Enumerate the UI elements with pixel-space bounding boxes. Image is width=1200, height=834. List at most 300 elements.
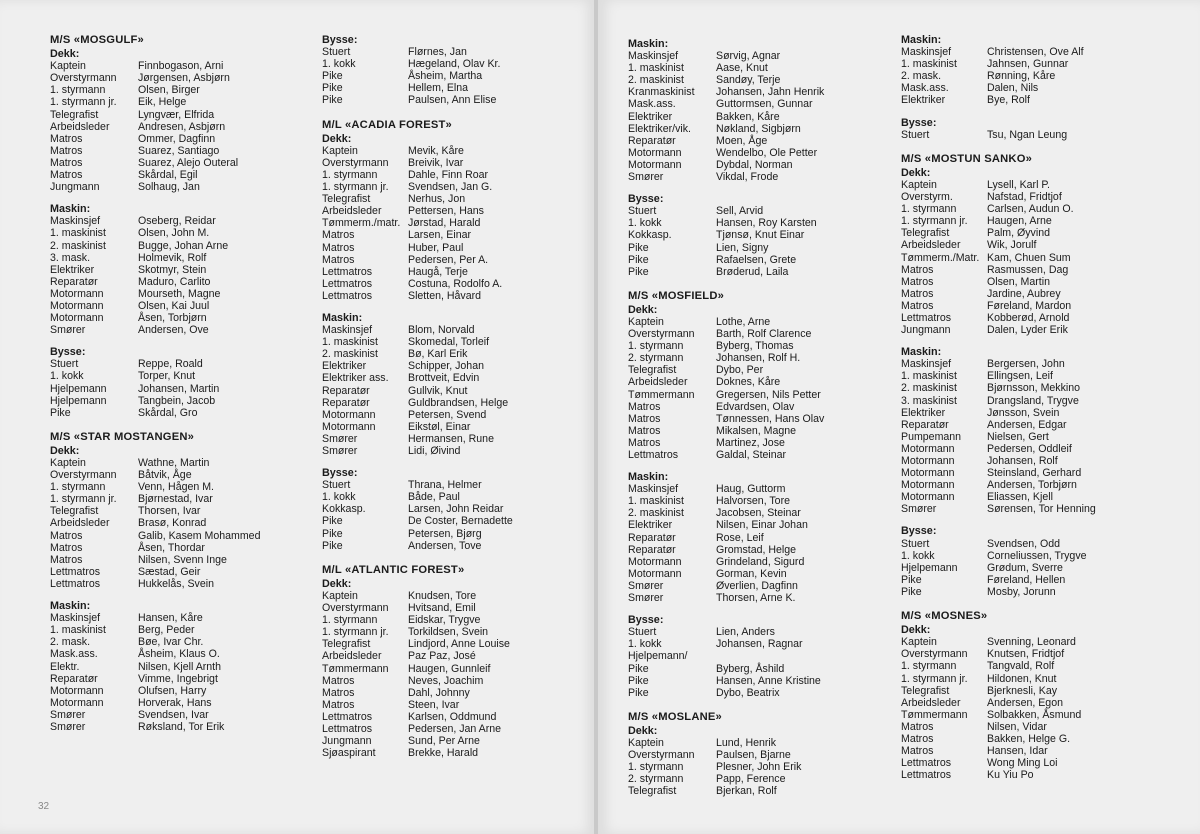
crew-name: Skomedal, Torleif	[408, 336, 490, 349]
crew-row	[50, 72, 290, 84]
department-group	[50, 203, 290, 336]
crew-name: Lindjord, Anne Louise	[408, 638, 510, 651]
crew-role: Matros	[628, 436, 661, 449]
crew-row	[628, 364, 883, 376]
crew-name: Oseberg, Reidar	[138, 215, 216, 228]
crew-row	[50, 457, 290, 469]
crew-name: Svenning, Leonard	[987, 636, 1076, 649]
crew-row	[322, 169, 572, 181]
crew-name: Kam, Chuen Sum	[987, 251, 1071, 264]
column-2	[322, 34, 572, 771]
crew-role: Reparatør	[628, 134, 676, 147]
crew-role: 2. maskinist	[50, 239, 106, 252]
crew-name: Føreland, Hellen	[987, 573, 1066, 586]
crew-role: Lettmatros	[50, 577, 101, 590]
crew-row	[901, 82, 1181, 94]
crew-row	[322, 747, 572, 759]
crew-name: Bakken, Helge G.	[987, 732, 1071, 745]
crew-row	[901, 745, 1181, 757]
crew-row	[628, 159, 883, 171]
column-4	[901, 34, 1181, 793]
crew-role: 1. kokk	[50, 370, 84, 383]
crew-row	[50, 554, 290, 566]
crew-row	[628, 437, 883, 449]
crew-role: Kaptein	[901, 636, 937, 649]
ship-name: M/L «ATLANTIC FOREST»	[322, 563, 465, 576]
department-heading: Bysse:	[50, 346, 86, 359]
crew-row	[628, 568, 883, 580]
department-group	[628, 725, 883, 798]
crew-row	[322, 217, 572, 229]
crew-name: Blom, Norvald	[408, 324, 475, 337]
crew-name: Mosby, Jorunn	[987, 585, 1056, 598]
crew-row	[50, 264, 290, 276]
crew-row	[50, 145, 290, 157]
crew-name: Edvardsen, Olav	[716, 400, 795, 413]
crew-row	[901, 312, 1181, 324]
crew-row	[50, 240, 290, 252]
crew-name: Brøderud, Laila	[716, 265, 789, 278]
department-group	[322, 34, 572, 107]
crew-row	[322, 491, 572, 503]
crew-role: Telegrafist	[901, 227, 950, 240]
crew-role: Pike	[322, 94, 343, 107]
crew-role: Motormann	[322, 408, 376, 421]
crew-name: Haugå, Terje	[408, 265, 468, 278]
crew-row	[322, 181, 572, 193]
crew-role: Motormann	[322, 420, 376, 433]
crew-row	[322, 336, 572, 348]
crew-row	[628, 147, 883, 159]
crew-role: Matros	[901, 275, 934, 288]
crew-name: Olsen, Kai Juul	[138, 299, 210, 312]
department-group	[901, 346, 1181, 515]
crew-name: Grødum, Sverre	[987, 561, 1063, 574]
crew-role: Kaptein	[628, 315, 664, 328]
crew-name: Plesner, John Erik	[716, 761, 802, 774]
crew-name: Tangvald, Rolf	[987, 660, 1055, 673]
crew-name: Mourseth, Magne	[138, 287, 221, 300]
crew-row	[628, 495, 883, 507]
crew-role: Pike	[50, 406, 71, 419]
crew-row	[628, 650, 883, 662]
crew-row	[628, 111, 883, 123]
department-group	[50, 48, 290, 193]
crew-name: Svendsen, Odd	[987, 537, 1061, 550]
crew-role: Mask.ass.	[628, 98, 676, 111]
department-heading: Dekk:	[628, 724, 658, 737]
crew-role: 2. styrmann	[628, 352, 684, 365]
crew-role: Telegrafist	[50, 108, 99, 121]
crew-name: Steen, Ivar	[408, 698, 460, 711]
crew-name: Horverak, Hans	[138, 696, 212, 709]
crew-name: Nilsen, Svenn Inge	[138, 553, 227, 566]
crew-role: 1. maskinist	[901, 58, 957, 71]
crew-role: Pumpemann	[901, 430, 962, 443]
crew-role: Maskinsjef	[901, 358, 952, 371]
crew-role: Pike	[628, 241, 649, 254]
crew-row	[628, 242, 883, 254]
crew-row	[901, 685, 1181, 697]
crew-role: Lettmatros	[322, 277, 373, 290]
crew-name: Lysell, Karl P.	[987, 178, 1051, 191]
crew-role: 1. kokk	[322, 58, 356, 71]
crew-role: Motormann	[50, 287, 104, 300]
crew-role: 2. maskinist	[901, 382, 957, 395]
crew-row	[628, 761, 883, 773]
crew-name: Eik, Helge	[138, 96, 187, 109]
crew-row	[901, 586, 1181, 598]
crew-row	[628, 217, 883, 229]
crew-role: Stuert	[628, 626, 657, 639]
crew-row	[322, 58, 572, 70]
crew-row	[901, 324, 1181, 336]
crew-role: Smører	[50, 708, 86, 721]
crew-name: Reppe, Roald	[138, 358, 203, 371]
crew-name: Andresen, Asbjørn	[138, 120, 226, 133]
crew-row	[628, 687, 883, 699]
crew-role: Arbeidsleder	[628, 376, 688, 389]
crew-row	[628, 532, 883, 544]
department-heading: Maskin:	[322, 311, 363, 324]
crew-name: Byberg, Åshild	[716, 662, 785, 675]
crew-role: Maskinsjef	[628, 483, 679, 496]
crew-name: Jønsson, Svein	[987, 406, 1060, 419]
crew-role: Motormann	[50, 299, 104, 312]
crew-name: Petersen, Bjørg	[408, 527, 482, 540]
crew-role: Lettmatros	[322, 289, 373, 302]
crew-name: Byberg, Thomas	[716, 340, 794, 353]
crew-row	[901, 491, 1181, 503]
crew-role: 1. styrmann	[50, 84, 106, 97]
crew-role: Sjøaspirant	[322, 747, 376, 760]
crew-name: Eidskar, Trygve	[408, 614, 481, 627]
crew-role: Maskinsjef	[50, 612, 101, 625]
crew-row	[50, 636, 290, 648]
crew-role: Smører	[628, 171, 664, 184]
crew-row	[901, 129, 1181, 141]
crew-role: 1. styrmann jr.	[322, 626, 389, 639]
crew-role: Overstyrmann	[50, 469, 117, 482]
crew-name: Dahle, Finn Roar	[408, 168, 489, 181]
crew-role: Elektriker ass.	[322, 372, 389, 385]
crew-name: Lothe, Arne	[716, 315, 771, 328]
crew-role: Stuert	[901, 128, 930, 141]
crew-name: Røksland, Tor Erik	[138, 720, 225, 733]
crew-role: Motormann	[901, 455, 955, 467]
crew-name: Corneliussen, Trygve	[987, 549, 1087, 562]
crew-row	[901, 443, 1181, 455]
ship-section	[628, 711, 883, 798]
department-heading: Maskin:	[628, 38, 669, 50]
crew-role: Pike	[628, 265, 649, 278]
department-heading: Maskin:	[50, 203, 91, 216]
crew-name: Halvorsen, Tore	[716, 495, 790, 508]
page-number-left: 32	[38, 801, 50, 812]
crew-name: Gullvik, Knut	[408, 384, 468, 397]
crew-row	[628, 483, 883, 495]
crew-role: Smører	[628, 579, 664, 592]
crew-row	[50, 661, 290, 673]
crew-role: Kranmaskinist	[628, 86, 695, 99]
ship-section	[322, 34, 572, 107]
crew-role: Maskinsjef	[50, 215, 101, 228]
crew-row	[50, 215, 290, 227]
crew-role: 1. kokk	[628, 638, 662, 651]
crew-row	[322, 433, 572, 445]
crew-role: 1. styrmann jr.	[50, 493, 117, 506]
crew-role: Matros	[50, 132, 83, 145]
crew-row	[50, 181, 290, 193]
crew-row	[628, 352, 883, 364]
crew-row	[628, 773, 883, 785]
crew-name: Bjerknesli, Kay	[987, 684, 1058, 697]
department-group	[628, 38, 883, 183]
crew-row	[901, 503, 1181, 515]
crew-row	[628, 580, 883, 592]
crew-row	[50, 612, 290, 624]
crew-name: Sæstad, Geir	[138, 565, 201, 578]
crew-row	[322, 711, 572, 723]
crew-role: Hjelpemann	[901, 561, 958, 574]
crew-name: Sørvig, Agnar	[716, 50, 781, 63]
crew-role: Tømmermann	[901, 708, 968, 721]
crew-role: 1. styrmann	[322, 168, 378, 181]
crew-name: De Coster, Bernadette	[408, 515, 513, 528]
department-group	[901, 117, 1181, 141]
crew-name: Johansen, Ragnar	[716, 638, 803, 651]
crew-row	[901, 179, 1181, 191]
crew-row	[628, 254, 883, 266]
crew-role: 1. maskinist	[901, 370, 957, 383]
crew-name: Jardine, Aubrey	[987, 287, 1061, 300]
crew-name: Åsheim, Martha	[408, 70, 483, 83]
department-group	[901, 167, 1181, 336]
crew-row	[901, 574, 1181, 586]
crew-role: Stuert	[322, 479, 351, 492]
crew-row	[628, 135, 883, 147]
crew-role: Stuert	[901, 537, 930, 550]
crew-name: Andersen, Edgar	[987, 418, 1067, 431]
crew-name: Lyngvær, Elfrida	[138, 108, 215, 121]
department-group	[628, 304, 883, 461]
crew-row	[901, 697, 1181, 709]
crew-role: Elektriker	[322, 360, 367, 373]
crew-role: Smører	[322, 445, 358, 457]
crew-row	[50, 624, 290, 636]
department-group	[322, 133, 572, 302]
crew-role: Motormann	[901, 442, 955, 455]
crew-name: Brekke, Harald	[408, 747, 479, 760]
crew-row	[322, 360, 572, 372]
crew-role: Motormann	[628, 555, 682, 568]
crew-role: Arbeidsleder	[50, 517, 110, 530]
crew-role: 1. styrmann	[50, 481, 106, 494]
crew-name: Rose, Leif	[716, 531, 764, 544]
crew-row	[628, 785, 883, 797]
crew-name: Svendsen, Ivar	[138, 708, 209, 721]
crew-role: Overstyrmann	[50, 72, 117, 85]
crew-row	[901, 358, 1181, 370]
crew-role: Motormann	[628, 146, 682, 159]
department-group	[322, 578, 572, 759]
crew-row	[901, 407, 1181, 419]
crew-row	[628, 340, 883, 352]
crew-row	[322, 528, 572, 540]
ship-name: M/S «MOSGULF»	[50, 34, 144, 46]
crew-row	[322, 590, 572, 602]
crew-name: Steinsland, Gerhard	[987, 467, 1082, 480]
crew-row	[901, 300, 1181, 312]
crew-name: Nielsen, Gert	[987, 430, 1049, 443]
crew-role: Pike	[322, 82, 343, 95]
crew-role: Lettmatros	[628, 449, 679, 461]
crew-row	[322, 735, 572, 747]
crew-name: Sandøy, Terje	[716, 74, 781, 87]
crew-role: Lettmatros	[322, 265, 373, 278]
crew-name: Tjønsø, Knut Einar	[716, 229, 805, 242]
crew-role: Matros	[322, 241, 355, 254]
crew-name: Olsen, John M.	[138, 227, 210, 240]
crew-role: Elektriker	[901, 406, 946, 419]
crew-row	[901, 264, 1181, 276]
crew-role: 1. maskinist	[628, 495, 684, 508]
crew-name: Moen, Åge	[716, 134, 768, 147]
crew-row	[322, 675, 572, 687]
crew-role: Pike	[322, 70, 343, 83]
crew-role: 1. styrmann	[901, 660, 957, 673]
column-1	[50, 34, 290, 745]
crew-row	[50, 227, 290, 239]
crew-role: Motormann	[901, 479, 955, 492]
crew-row	[628, 449, 883, 461]
crew-role: Arbeidsleder	[50, 120, 110, 133]
crew-name: Galdal, Steinar	[716, 449, 787, 461]
crew-row	[628, 507, 883, 519]
crew-name: Torper, Knut	[138, 370, 196, 383]
crew-role: Mask.ass.	[50, 648, 98, 661]
crew-role: Maskinsjef	[628, 50, 679, 63]
crew-name: Olsen, Martin	[987, 275, 1050, 288]
crew-role: Smører	[50, 324, 86, 337]
crew-name: Torkildsen, Svein	[408, 626, 489, 639]
crew-role: Motormann	[901, 467, 955, 480]
crew-role: Overstyrmann	[628, 328, 695, 341]
crew-name: Skotmyr, Stein	[138, 263, 207, 276]
crew-name: Paulsen, Ann Elise	[408, 94, 497, 107]
crew-name: Paz Paz, José	[408, 650, 476, 663]
crew-role: Kokkasp.	[628, 229, 672, 242]
crew-role: Arbeidsleder	[901, 696, 961, 709]
crew-role: 2. maskinist	[628, 507, 684, 520]
crew-row	[322, 266, 572, 278]
crew-row	[322, 687, 572, 699]
crew-name: Hansen, Idar	[987, 745, 1048, 758]
crew-role: Matros	[628, 424, 661, 437]
crew-name: Andersen, Egon	[987, 696, 1063, 709]
crew-row	[901, 215, 1181, 227]
crew-name: Nilsen, Kjell Arnth	[138, 660, 222, 673]
crew-row	[901, 419, 1181, 431]
crew-name: Guttormsen, Gunnar	[716, 98, 813, 111]
crew-row	[50, 121, 290, 133]
crew-role: Telegrafist	[322, 638, 371, 651]
crew-name: Sund, Per Arne	[408, 735, 480, 748]
crew-row	[322, 348, 572, 360]
crew-name: Eliassen, Kjell	[987, 491, 1053, 504]
department-heading: Dekk:	[322, 577, 352, 590]
crew-name: Dalen, Nils	[987, 82, 1039, 95]
crew-name: Andersen, Torbjørn	[987, 479, 1077, 492]
crew-role: Pike	[628, 253, 649, 266]
crew-role: Motormann	[50, 696, 104, 709]
crew-name: Hermansen, Rune	[408, 432, 494, 445]
crew-name: Pedersen, Jan Arne	[408, 722, 502, 735]
crew-role: Reparatør	[628, 531, 676, 544]
crew-name: Martinez, Jose	[716, 436, 785, 449]
crew-role: 1. maskinist	[628, 62, 684, 75]
crew-name: Thrana, Helmer	[408, 479, 482, 492]
crew-row	[322, 157, 572, 169]
crew-role: Pike	[628, 674, 649, 687]
crew-row	[322, 46, 572, 58]
crew-row	[901, 46, 1181, 58]
ship-section	[901, 153, 1181, 598]
crew-name: Vimme, Ingebrigt	[138, 672, 218, 685]
crew-role: Matros	[50, 541, 83, 554]
crew-name: Olufsen, Harry	[138, 684, 207, 697]
crew-name: Huber, Paul	[408, 241, 464, 254]
crew-role: Matros	[50, 156, 83, 169]
crew-row	[901, 370, 1181, 382]
crew-role: Matros	[322, 253, 355, 266]
crew-name: Tønnessen, Hans Olav	[716, 412, 825, 425]
crew-role: Telegrafist	[50, 505, 99, 518]
department-heading: Dekk:	[628, 303, 658, 316]
crew-role: Motormann	[50, 312, 104, 325]
crew-name: Nøkland, Sigbjørn	[716, 122, 801, 135]
ship-section	[628, 38, 883, 278]
crew-role: Smører	[322, 432, 358, 445]
department-group	[628, 614, 883, 699]
crew-row	[628, 749, 883, 761]
crew-name: Dalen, Lyder Erik	[987, 324, 1068, 337]
department-group	[901, 525, 1181, 598]
department-heading: Maskin:	[901, 346, 942, 359]
crew-name: Bjerkan, Rolf	[716, 785, 777, 798]
ship-name: M/S «STAR MOSTANGEN»	[50, 430, 195, 443]
crew-row	[322, 479, 572, 491]
crew-role: Elektriker	[628, 519, 673, 532]
crew-role: Elektriker/vik.	[628, 122, 691, 135]
crew-row	[50, 566, 290, 578]
crew-role: 2. mask.	[50, 636, 91, 649]
crew-role: Lettmatros	[901, 769, 952, 782]
crew-role: Hjelpemann	[50, 382, 107, 395]
crew-name: Johansen, Martin	[138, 382, 220, 395]
crew-role: Kaptein	[322, 589, 358, 602]
crew-name: Rafaelsen, Grete	[716, 253, 797, 266]
department-group	[50, 445, 290, 590]
left-page	[0, 0, 598, 834]
crew-role: 2. maskinist	[628, 74, 684, 87]
crew-row	[50, 133, 290, 145]
crew-row	[628, 544, 883, 556]
crew-role: Reparatør	[322, 396, 370, 409]
crew-role: Reparatør	[901, 418, 949, 431]
crew-row	[901, 239, 1181, 251]
crew-role: Lettmatros	[50, 565, 101, 578]
